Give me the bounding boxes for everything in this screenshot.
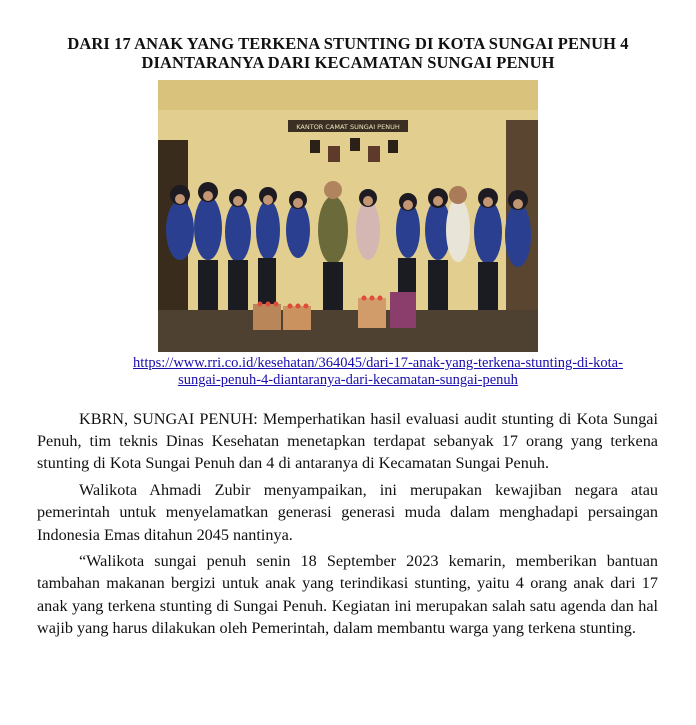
- paragraph-1: KBRN, SUNGAI PENUH: Memperhatikan hasil evaluasi audit stunting di Kota Sungai Penuh, tim teknis Dinas Kesehatan menetapkan terdapat sebanyak 17 orang yang terkena stunting di Kota Sungai Penuh dan 4 di antaranya di Kecamatan Sungai Penuh.: [37, 410, 658, 473]
- source-link-line-1[interactable]: https://www.rri.co.id/kesehatan/364045/dari-17-anak-yang-terkena-stunting-di-kota-: [133, 355, 623, 371]
- article-photo: [158, 80, 538, 352]
- article-body: [37, 408, 658, 644]
- source-link-line-2[interactable]: sungai-penuh-4-diantaranya-dari-kecamatan-sungai-penuh: [178, 372, 518, 388]
- article-title-line-2: DIANTARANYA DARI KECAMATAN SUNGAI PENUH: [141, 53, 555, 72]
- paragraph-2: Walikota Ahmadi Zubir menyampaikan, ini merupakan kewajiban negara atau pemerintah untuk menyelamatkan generasi generasi muda dalam menghadapi persaingan Indonesia Emas ditahun 2045 nantinya.: [37, 481, 658, 544]
- article-title-line-1: DARI 17 ANAK YANG TERKENA STUNTING DI KOTA SUNGAI PENUH 4: [67, 34, 629, 53]
- photo-banner-text: KANTOR CAMAT SUNGAI PENUH: [296, 123, 400, 131]
- paragraph-3: “Walikota sungai penuh senin 18 September 2023 kemarin, memberikan bantuan tambahan makanan bergizi untuk anak yang terindikasi stunting, yaitu 4 orang anak dari 17 anak yang terkena stunting di Sungai Penuh. Kegiatan ini merupakan salah satu agenda dan hal wajib yang harus dilakukan oleh Pemerintah, dalam membantu warga yang terkena stunting.: [37, 552, 658, 637]
- article-title: [30, 34, 666, 72]
- source-link[interactable]: [60, 355, 696, 389]
